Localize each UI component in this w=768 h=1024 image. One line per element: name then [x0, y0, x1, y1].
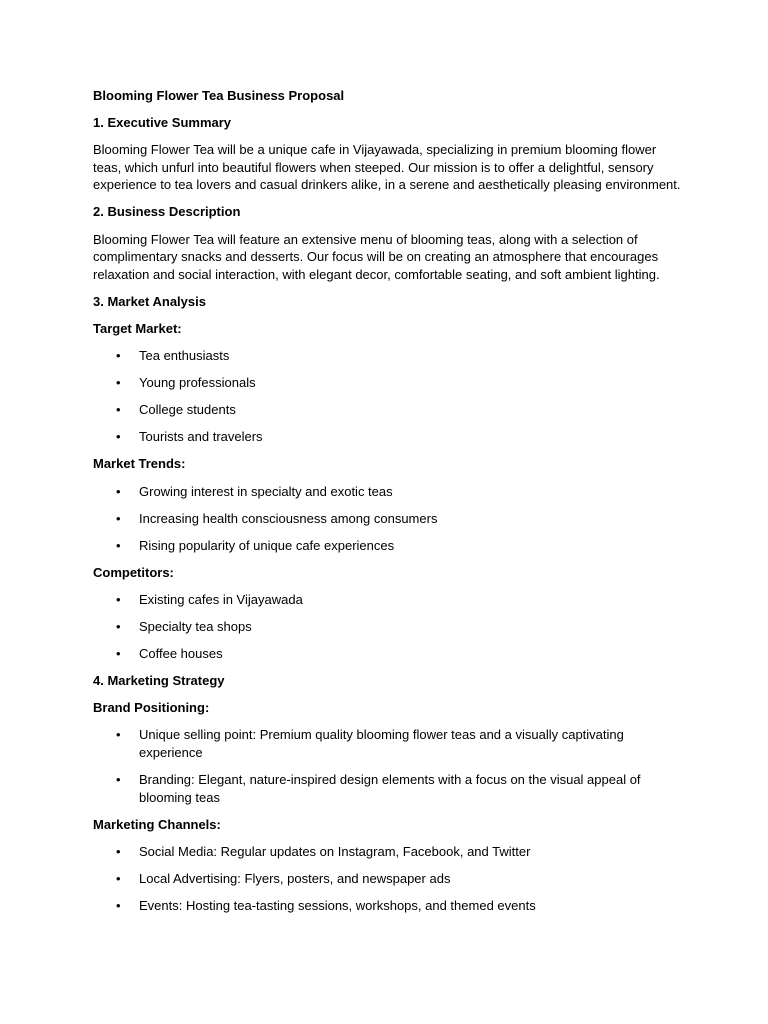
list-item [93, 510, 683, 528]
subsection-heading-brand-positioning: Brand Positioning: [93, 700, 210, 716]
list-item-text: College students [139, 402, 236, 418]
bullet-icon: • [116, 646, 121, 662]
list-item [93, 618, 683, 636]
list-item-text: Specialty tea shops [139, 618, 252, 634]
subsection-heading-marketing-channels: Marketing Channels: [93, 816, 221, 832]
list-item [93, 483, 683, 501]
list-item-text: Increasing health consciousness among consumers [139, 510, 438, 526]
section-heading-business-description: 2. Business Description [93, 204, 241, 220]
section-heading-executive-summary: 1. Executive Summary [93, 115, 232, 131]
market-trends-list [93, 483, 683, 555]
list-item-text: Coffee houses [139, 646, 223, 662]
marketing-channels-list [93, 843, 683, 915]
competitors-list [93, 591, 683, 663]
document-body [93, 87, 683, 924]
section-paragraph-executive-summary: Blooming Flower Tea will be a unique cafe in Vijayawada, specializing in premium blooming flower teas, which unfurl into beautiful flowers when steeped. Our mission is to offer a delightful, sensory experience to tea lovers and casual drinkers alike, in a serene and aesthetically pleasing environment. [93, 142, 681, 193]
list-item-text: Unique selling point: Premium quality blooming flower teas and a visually captivating experience [139, 727, 624, 760]
document-title: Blooming Flower Tea Business Proposal [93, 88, 345, 103]
bullet-icon: • [116, 375, 121, 391]
list-item-text: Events: Hosting tea-tasting sessions, workshops, and themed events [139, 898, 536, 913]
list-item-text: Tourists and travelers [139, 429, 263, 445]
list-item [93, 591, 683, 609]
subsection-heading-target-market: Target Market: [93, 320, 182, 336]
list-item [93, 347, 683, 365]
list-item-text: Existing cafes in Vijayawada [139, 591, 303, 607]
list-item-text: Branding: Elegant, nature-inspired design elements with a focus on the visual appeal of blooming teas [139, 772, 641, 805]
bullet-icon: • [116, 727, 121, 743]
bullet-icon: • [116, 537, 121, 553]
subsection-heading-competitors: Competitors: [93, 564, 174, 580]
bullet-icon: • [116, 510, 121, 526]
section-paragraph-business-description: Blooming Flower Tea will feature an extensive menu of blooming teas, along with a selection of complimentary snacks and desserts. Our focus will be on creating an atmosphere that encourages relaxation and social interaction, with elegant decor, comfortable seating, and soft ambient lighting. [93, 231, 660, 282]
subsection-heading-market-trends: Market Trends: [93, 456, 186, 472]
section-heading-market-analysis: 3. Market Analysis [93, 293, 206, 309]
list-item-text: Growing interest in specialty and exotic teas [139, 483, 393, 499]
bullet-icon: • [116, 843, 121, 859]
list-item-text: Young professionals [139, 375, 256, 391]
target-market-list [93, 347, 683, 446]
list-item-text: Social Media: Regular updates on Instagram, Facebook, and Twitter [139, 843, 531, 859]
bullet-icon: • [116, 348, 121, 364]
brand-positioning-list [93, 726, 683, 806]
list-item [93, 726, 683, 761]
bullet-icon: • [116, 402, 121, 418]
list-item [93, 843, 683, 861]
list-item-text: Tea enthusiasts [139, 348, 230, 364]
bullet-icon: • [116, 898, 121, 913]
list-item-text: Local Advertising: Flyers, posters, and newspaper ads [139, 870, 451, 886]
bullet-icon: • [116, 618, 121, 634]
bullet-icon: • [116, 483, 121, 499]
list-item [93, 771, 683, 806]
list-item [93, 537, 683, 555]
bullet-icon: • [116, 870, 121, 886]
list-item [93, 374, 683, 392]
list-item [93, 401, 683, 419]
bullet-icon: • [116, 429, 121, 445]
list-item [93, 645, 683, 663]
bullet-icon: • [116, 772, 121, 788]
list-item-text: Rising popularity of unique cafe experiences [139, 537, 395, 553]
bullet-icon: • [116, 591, 121, 607]
list-item [93, 897, 683, 915]
section-heading-marketing-strategy: 4. Marketing Strategy [93, 673, 225, 689]
list-item [93, 428, 683, 446]
list-item [93, 870, 683, 888]
